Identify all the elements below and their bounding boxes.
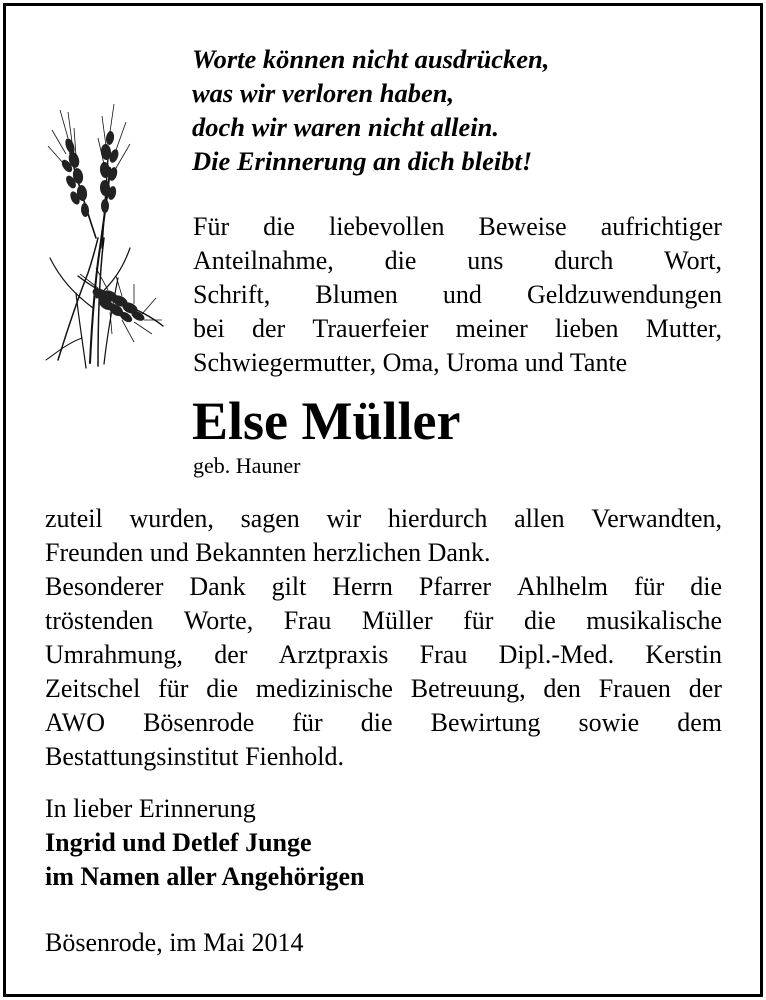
intro-line (193, 278, 722, 312)
poem-line: Die Erinnerung an dich bleibt! (192, 146, 533, 176)
closing-greeting: In lieber Erinnerung (45, 794, 256, 823)
word: lieben (555, 314, 619, 343)
word: aufrichtiger (600, 212, 722, 241)
body-line (45, 706, 722, 740)
word: die (263, 212, 295, 241)
word: Wort, (664, 246, 722, 275)
word: Blumen (315, 280, 398, 309)
word: den (543, 674, 581, 703)
signers: Ingrid und Detlef Junge (45, 828, 312, 857)
word: Ahlhelm (517, 572, 608, 601)
word: die (690, 572, 722, 601)
word: und (442, 280, 482, 309)
word: der (688, 674, 722, 703)
word: Frau (419, 640, 468, 669)
poem-line: Worte können nicht ausdrücken, (192, 44, 550, 74)
body-line: Freunden und Bekannten herzlichen Dank. (45, 538, 491, 567)
word: allen (514, 504, 565, 533)
word: Umrahmung, (45, 640, 183, 669)
intro-line (193, 312, 722, 346)
word: Frau (283, 606, 332, 635)
body-line (45, 570, 722, 604)
body-line (45, 502, 722, 536)
word: liebevollen (328, 212, 445, 241)
word: Zeitschel (45, 674, 141, 703)
word: musikalische (586, 606, 722, 635)
body-line (45, 638, 722, 672)
word: Kerstin (645, 640, 722, 669)
word: uns (467, 246, 504, 275)
word: Für (193, 212, 230, 241)
word: Herrn (332, 572, 393, 601)
word: Dank (189, 572, 246, 601)
word: tröstenden (45, 606, 154, 635)
word: Besonderer (45, 572, 164, 601)
word: Geldzuwendungen (527, 280, 722, 309)
word: sagen (240, 504, 300, 533)
intro-line (193, 210, 722, 244)
word: Worte, (183, 606, 254, 635)
word: Frauen (598, 674, 671, 703)
word: Verwandten, (591, 504, 722, 533)
word: Trauerfeier (312, 314, 429, 343)
word: Dipl.-Med. (498, 640, 615, 669)
place-date: Bösenrode, im Mai 2014 (45, 928, 304, 957)
poem-line: doch wir waren nicht allein. (192, 112, 500, 142)
body-line (45, 672, 722, 706)
word: Betreuung, (410, 674, 526, 703)
deceased-name: Else Müller (192, 391, 461, 451)
word: die (360, 708, 393, 737)
body-line: Bestattungsinstitut Fienhold. (45, 742, 345, 771)
word: durch (554, 246, 614, 275)
thanks-paragraph (45, 502, 722, 774)
word: sowie (578, 708, 640, 737)
word: medizinische (255, 674, 393, 703)
word: Bewirtung (430, 708, 541, 737)
word: der (214, 640, 248, 669)
word: für (463, 606, 494, 635)
memorial-poem (192, 42, 732, 178)
word: meiner (455, 314, 528, 343)
signers-note: im Namen aller Angehörigen (45, 862, 365, 891)
word: der (251, 314, 286, 343)
word: Müller (361, 606, 433, 635)
poem-line: was wir verloren haben, (192, 78, 455, 108)
word: zuteil (45, 504, 103, 533)
word: Pfarrer (418, 572, 492, 601)
word: Bösenrode (143, 708, 255, 737)
intro-line (193, 244, 722, 278)
word: gilt (271, 572, 307, 601)
word: wir (326, 504, 362, 533)
word: bei (193, 314, 225, 343)
closing-block (45, 792, 645, 894)
word: für (158, 674, 189, 703)
word: wurden, (129, 504, 214, 533)
body-line (45, 604, 722, 638)
word: AWO (45, 708, 106, 737)
word: Schrift, (193, 280, 271, 309)
word: für (633, 572, 665, 601)
word: dem (677, 708, 722, 737)
word: Beweise (478, 212, 567, 241)
word: Anteilnahme, (193, 246, 334, 275)
word: hierdurch (387, 504, 488, 533)
maiden-name: geb. Hauner (193, 453, 301, 478)
intro-line: Schwiegermutter, Oma, Uroma und Tante (193, 348, 628, 377)
word: für (292, 708, 323, 737)
word: Arztpraxis (278, 640, 389, 669)
word: die (206, 674, 238, 703)
word: die (523, 606, 556, 635)
word: die (384, 246, 417, 275)
wheat-ears-icon (38, 98, 168, 388)
intro-paragraph (193, 210, 722, 380)
word: Mutter, (645, 314, 722, 343)
